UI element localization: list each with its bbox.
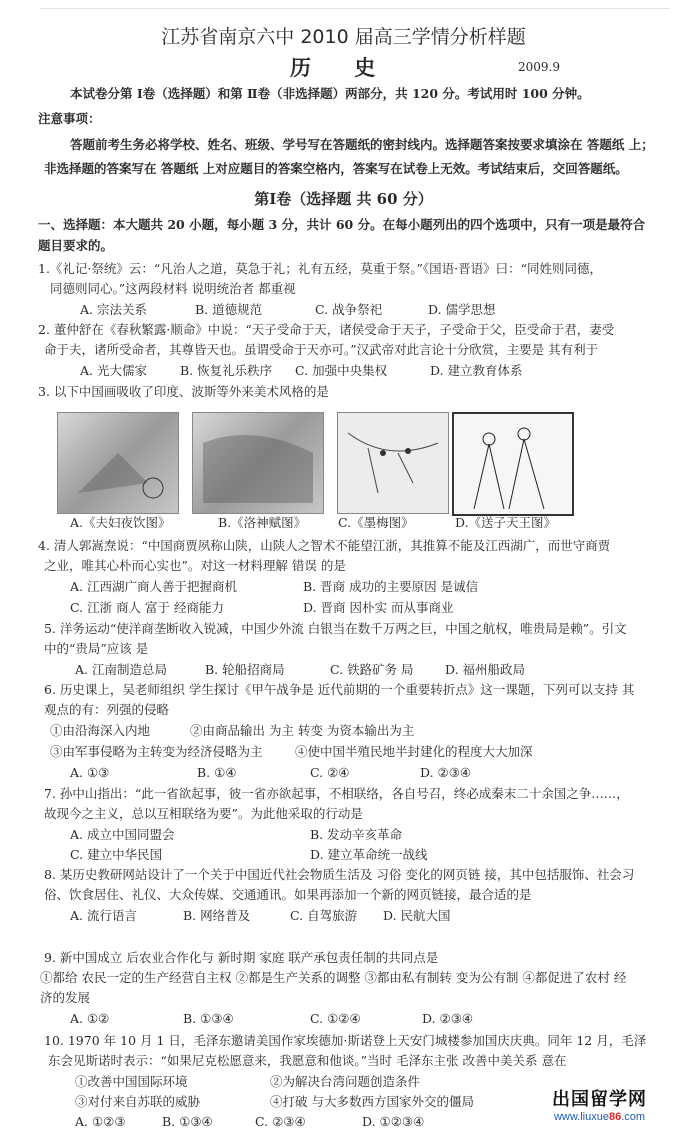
option-b: B. ①④ <box>197 765 237 780</box>
option-b: B. ①③④ <box>183 1011 234 1026</box>
option-d: D. ①②③④ <box>362 1114 425 1129</box>
site-logo[interactable] <box>552 1085 647 1123</box>
statement-item: ④打破 与大多数西方国家外交的僵局 <box>270 1094 474 1109</box>
option-b: B.《洛神赋图》 <box>218 515 307 530</box>
question-9: 9. 新中国成立 后农业合作化与 新时期 家庭 联产承包责任制的共同点是 <box>44 950 439 965</box>
question-2: 2. 董仲舒在《春秋繁露·顺命》中说：“天子受命于天，诸侯受命于天子，子受命于父，臣受命于君，妻受 <box>38 322 615 337</box>
option-c: C. 建立中华民国 <box>70 847 163 862</box>
option-d: D. 儒学思想 <box>428 302 496 317</box>
painting-image <box>452 412 574 516</box>
question-6: 观点的有：列强的侵略 <box>44 702 170 717</box>
question-5: 5. 洋务运动“使洋商垄断收入锐减，中国少外流 白银当在数千万两之巨，中国之航权，唯贵局是赖”。引文 <box>44 621 627 636</box>
option-c: C. 铁路矿务 局 <box>330 662 414 677</box>
option-c: C. ①②④ <box>310 1011 361 1026</box>
top-rule <box>40 8 670 9</box>
painting-image <box>192 412 324 514</box>
question-6: 6. 历史课上，吴老师组织 学生探讨《甲午战争是 近代前期的一个重要转折点》这一课题，下列可以支持 其 <box>44 682 635 697</box>
option-b: B. 道德规范 <box>195 302 263 317</box>
statement-item: ③对付来自苏联的威胁 <box>75 1094 201 1109</box>
statement-item: ②为解决台湾问题创造条件 <box>270 1074 421 1089</box>
option-a: A. 江南制造总局 <box>75 662 167 677</box>
option-c: C. ②③④ <box>255 1114 306 1129</box>
question-7: 7. 孙中山指出：“此一省欲起事，彼一省亦欲起事，不相联络，各自号召，终必成秦末二十余国之争……， <box>44 786 629 801</box>
option-d: D. 建立革命统一战线 <box>310 847 428 862</box>
option-a: A. ①② <box>70 1011 110 1026</box>
option-d: D. 民航大国 <box>383 908 451 923</box>
option-c: C.《墨梅图》 <box>338 515 414 530</box>
option-b: B. ①③④ <box>162 1114 213 1129</box>
option-a: A. 流行语言 <box>70 908 137 923</box>
option-d: D. 建立教育体系 <box>430 363 523 378</box>
option-a: A. ①②③ <box>75 1114 126 1129</box>
exam-date: 2009.9 <box>518 60 560 74</box>
option-d: D. ②③④ <box>420 765 472 780</box>
option-a: A.《夫妇夜饮图》 <box>70 515 171 530</box>
exam-title: 江苏省南京六中 2010 届高三学情分析样题 <box>161 26 526 48</box>
question-1: 1.《礼记·祭统》云：“凡治人之道，莫急于礼；礼有五经，莫重于祭。”《国语·晋语》曰：“同姓则同德， <box>38 261 603 276</box>
option-c: C. 江浙 商人 富于 经商能力 <box>70 600 224 615</box>
statement-item: ②由商品输出 为主 转变 为资本输出为主 <box>190 723 415 738</box>
logo-name: 出国留学网 <box>552 1089 647 1110</box>
question-10: 东会见斯诺时表示：“如果尼克松愿意来，我愿意和他谈。”当时 毛泽东主张 改善中美关系 意在 <box>48 1053 567 1068</box>
option-d: D. 福州船政局 <box>445 662 526 677</box>
notes-line: 答题前考生务必将学校、姓名、班级、学号写在答题纸的密封线内。选择题答案按要求填涂在 答题纸 上； <box>70 137 654 152</box>
option-c: C. 战争祭祀 <box>315 302 383 317</box>
option-b: B. 恢复礼乐秩序 <box>180 363 273 378</box>
statement-item: ④使中国半殖民地半封建化的程度大大加深 <box>295 744 533 759</box>
question-8: 8. 某历史教研网站设计了一个关于中国近代社会物质生活及 习俗 变化的网页链 接，其中包括服饰、社会习 <box>44 867 635 882</box>
option-d: D. 晋商 因朴实 而从事商业 <box>303 600 454 615</box>
option-a: A. 宗法关系 <box>80 302 147 317</box>
question-7: 故现今之主义，总以互相联络为要”。为此他采取的行动是 <box>44 806 363 821</box>
painting-image <box>337 412 449 514</box>
painting-image <box>57 412 179 514</box>
option-b: B. 网络普及 <box>183 908 251 923</box>
question-4: 4. 清人郭嵩焘说：“中国商贾夙称山陕，山陕人之智术不能望江浙，其推算不能及江西湖广，而世守商贾 <box>38 538 611 553</box>
exam-intro: 本试卷分第 Ⅰ卷（选择题）和第 Ⅱ卷（非选择题）两部分，共 120 分。考试用时 100 分钟。 <box>70 86 590 101</box>
option-b: B. 轮船招商局 <box>205 662 285 677</box>
statement-item: ①改善中国国际环境 <box>75 1074 188 1089</box>
question-9: ①都给 农民一定的生产经营自主权 ②都是生产关系的调整 ③都由私有制转 变为公有制 ④都促进了农村 经 <box>40 970 627 985</box>
question-2: 命于夫，诸所受命者，其尊皆天也。虽谓受命于天亦可。”汉武帝对此言论十分欣赏，主要是 其有利于 <box>44 342 599 357</box>
question-4: 之业，唯其心朴而心实也”。对这一材料理解 错误 的是 <box>44 558 346 573</box>
statement-item: ③由军事侵略为主转变为经济侵略为主 <box>50 744 263 759</box>
question-3: 3. 以下中国画吸收了印度、波斯等外来美术风格的是 <box>38 384 329 399</box>
statement-item: ①由沿海深入内地 <box>50 723 151 738</box>
notes-line: 非选择题的答案写在 答题纸 上对应题目的答案空格内，答案写在试卷上无效。考试结束后，交回答题纸。 <box>44 161 628 176</box>
logo-url: www.liuxue86.com <box>553 1111 646 1123</box>
question-10: 10. 1970 年 10 月 1 日，毛泽东邀请美国作家埃德加·斯诺登上天安门城楼参加国庆庆典。同年 12 月，毛泽 <box>44 1033 647 1048</box>
question-8: 俗、饮食居住、礼仪、大众传媒、交通通讯。如果再添加一个新的网页链接，最合适的是 <box>44 887 532 902</box>
option-c: C. 加强中央集权 <box>295 363 388 378</box>
option-d: D.《送子天王图》 <box>455 515 557 530</box>
question-5: 中的“贵局”应该 是 <box>44 641 149 656</box>
option-d: D. ②③④ <box>422 1011 474 1026</box>
option-a: A. ①③ <box>70 765 110 780</box>
option-c: C. ②④ <box>310 765 350 780</box>
question-1: 同德则同心。”这两段材料 说明统治者 都重视 <box>50 281 296 296</box>
option-a: A. 成立中国同盟会 <box>70 827 175 842</box>
option-a: A. 江西湖广商人善于把握商机 <box>70 579 237 594</box>
section-instructions: 题目要求的。 <box>38 238 114 253</box>
option-a: A. 光大儒家 <box>80 363 147 378</box>
section-title: 第Ⅰ卷（选择题 共 60 分） <box>254 190 433 208</box>
subject-title: 历 史 <box>290 55 394 80</box>
question-9: 济的发展 <box>40 990 91 1005</box>
option-c: C. 自驾旅游 <box>290 908 358 923</box>
section-instructions: 一、选择题：本大题共 20 小题，每小题 3 分，共计 60 分。在每小题列出的四个选项中，只有一项是最符合 <box>38 217 646 232</box>
option-b: B. 发动辛亥革命 <box>310 827 403 842</box>
option-b: B. 晋商 成功的主要原因 是诚信 <box>303 579 479 594</box>
notes-label: 注意事项： <box>38 111 101 126</box>
